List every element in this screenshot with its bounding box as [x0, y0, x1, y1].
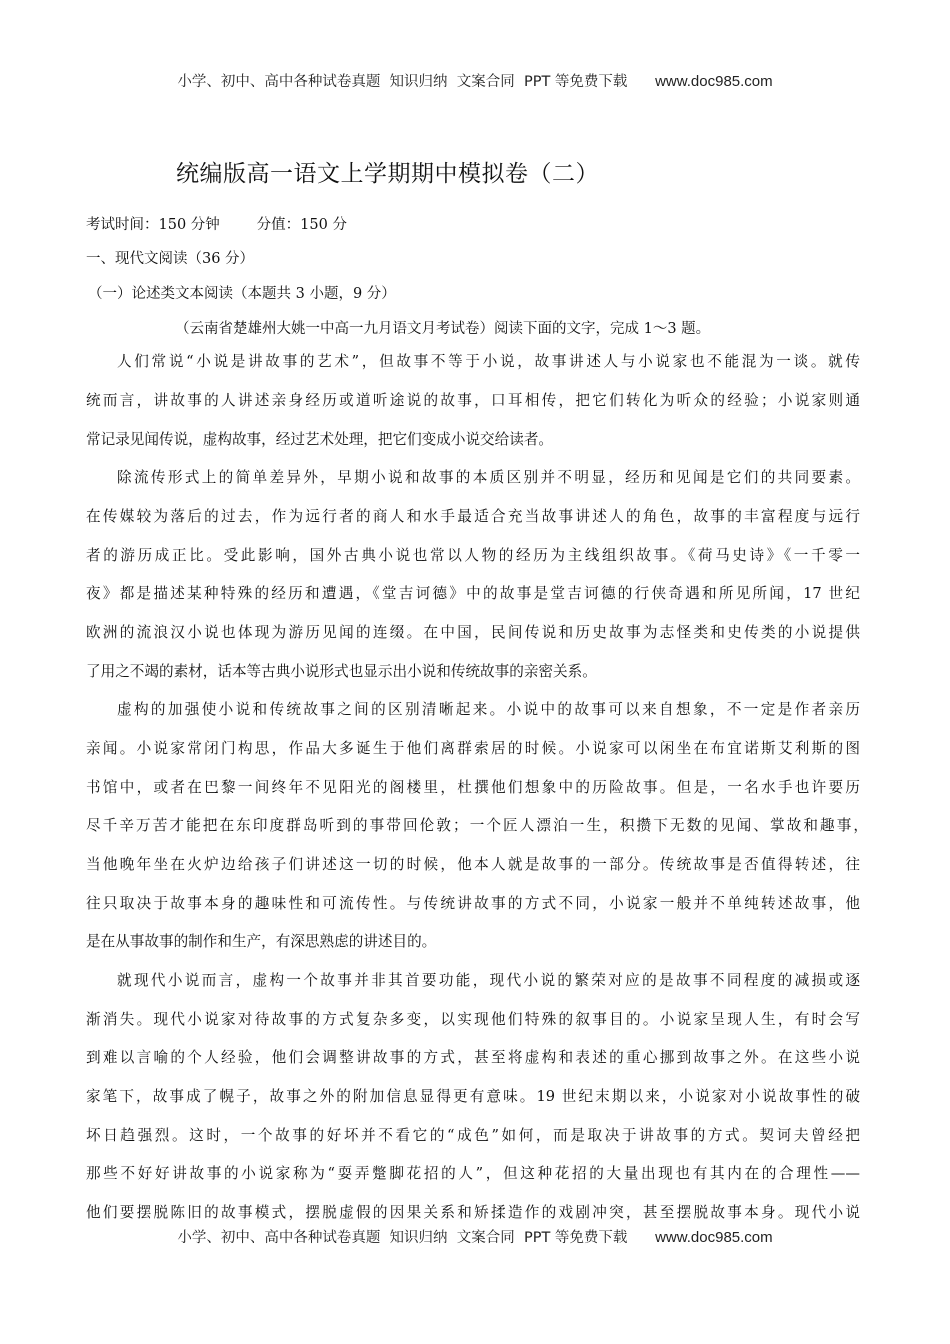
paragraph-line: 夜》都是描述某种特殊的经历和遭遇，《堂吉诃德》中的故事是堂吉诃德的行侠奇遇和所见所闻，17 世纪: [86, 585, 860, 602]
paragraph-line: 家笔下，故事成了幌子，故事之外的附加信息显得更有意味。19 世纪末期以来，小说家对小说故事性的破: [86, 1088, 860, 1105]
paragraph-line: 除流传形式上的简单差异外，早期小说和故事的本质区别并不明显，经历和见闻是它们的共同要素。: [117, 469, 860, 486]
paragraph-line: 欧洲的流浪汉小说也体现为游历见闻的连缀。在中国，民间传说和历史故事为志怪类和史传类的小说提供: [86, 624, 860, 641]
paragraph-line: 尽千辛万苦才能把在东印度群岛听到的事带回伦敦；一个匠人漂泊一生，积攒下无数的见闻、掌故和趣事，: [86, 817, 868, 834]
paragraph-line: 就现代小说而言，虚构一个故事并非其首要功能，现代小说的繁荣对应的是故事不同程度的减损或逐: [117, 972, 860, 989]
exam-info: 考试时间：150 分钟 分值：150 分: [86, 217, 347, 233]
paragraph-line: 是在从事故事的制作和生产，有深思熟虑的讲述目的。: [86, 933, 437, 950]
source-note: （云南省楚雄州大姚一中高一九月语文月考试卷）阅读下面的文字，完成 1～3 题。: [175, 321, 711, 337]
paragraph-line: 人们常说“小说是讲故事的艺术”，但故事不等于小说，故事讲述人与小说家也不能混为一谈。就传: [117, 353, 860, 370]
paragraph-line: 书馆中，或者在巴黎一间终年不见阳光的阁楼里，杜撰他们想象中的历险故事。但是，一名水手也许要历: [86, 779, 860, 796]
paragraph-line: 往只取决于故事本身的趣味性和可流传性。与传统讲故事的方式不同，小说家一般并不单纯转述故事，他: [86, 895, 860, 912]
header-banner-text: 小学、初中、高中各种试卷真题 知识归纳 文案合同 PPT 等免费下载: [177, 74, 628, 90]
footer-banner-text: 小学、初中、高中各种试卷真题 知识归纳 文案合同 PPT 等免费下载: [177, 1230, 628, 1246]
page-header-banner: [0, 70, 950, 91]
paragraph-line: 当他晚年坐在火炉边给孩子们讲述这一切的时候，他本人就是故事的一部分。传统故事是否值得转述，往: [86, 856, 860, 873]
paragraph-line: 那些不好好讲故事的小说家称为“耍弄蹩脚花招的人”，但这种花招的大量出现也有其内在的合理性——: [86, 1165, 860, 1182]
paragraph-line: 常记录见闻传说，虚构故事，经过艺术处理，把它们变成小说交给读者。: [86, 431, 554, 448]
paragraph-line: 统而言，讲故事的人讲述亲身经历或道听途说的故事，口耳相传，把它们转化为听众的经验；小说家则通: [86, 392, 860, 409]
footer-url-link[interactable]: www.doc985.com: [655, 1229, 773, 1246]
paragraph-line: 者的游历成正比。受此影响，国外古典小说也常以人物的经历为主线组织故事。《荷马史诗》《一千零一: [86, 547, 860, 564]
header-url-link[interactable]: www.doc985.com: [655, 73, 773, 90]
page-footer-banner: [0, 1226, 950, 1247]
paragraph-line: 在传媒较为落后的过去，作为远行者的商人和水手最适合充当故事讲述人的角色，故事的丰富程度与远行: [86, 508, 860, 525]
paragraph-line: 他们要摆脱陈旧的故事模式，摆脱虚假的因果关系和矫揉造作的戏剧冲突，甚至摆脱故事本身。现代小说: [86, 1204, 860, 1221]
paragraph-line: 亲闻。小说家常闭门构思，作品大多诞生于他们离群索居的时候。小说家可以闲坐在布宜诺斯艾利斯的图: [86, 740, 860, 757]
paragraph-line: 到难以言喻的个人经验，他们会调整讲故事的方式，甚至将虚构和表述的重心挪到故事之外。在这些小说: [86, 1049, 860, 1066]
paragraph-line: 坏日趋强烈。这时，一个故事的好坏并不看它的“成色”如何，而是取决于讲故事的方式。契诃夫曾经把: [86, 1127, 860, 1144]
subsection-heading: （一）论述类文本阅读（本题共 3 小题，9 分）: [88, 286, 396, 302]
paragraph-line: 虚构的加强使小说和传统故事之间的区别清晰起来。小说中的故事可以来自想象，不一定是作者亲历: [117, 701, 860, 718]
paragraph-line: 渐消失。现代小说家对待故事的方式复杂多变，以实现他们特殊的叙事目的。小说家呈现人生，有时会写: [86, 1011, 860, 1028]
page-title: 统编版高一语文上学期期中模拟卷（二）: [176, 161, 599, 187]
section-heading: 一、现代文阅读（36 分）: [86, 251, 255, 267]
paragraph-line: 了用之不竭的素材，话本等古典小说形式也显示出小说和传统故事的亲密关系。: [86, 663, 597, 680]
